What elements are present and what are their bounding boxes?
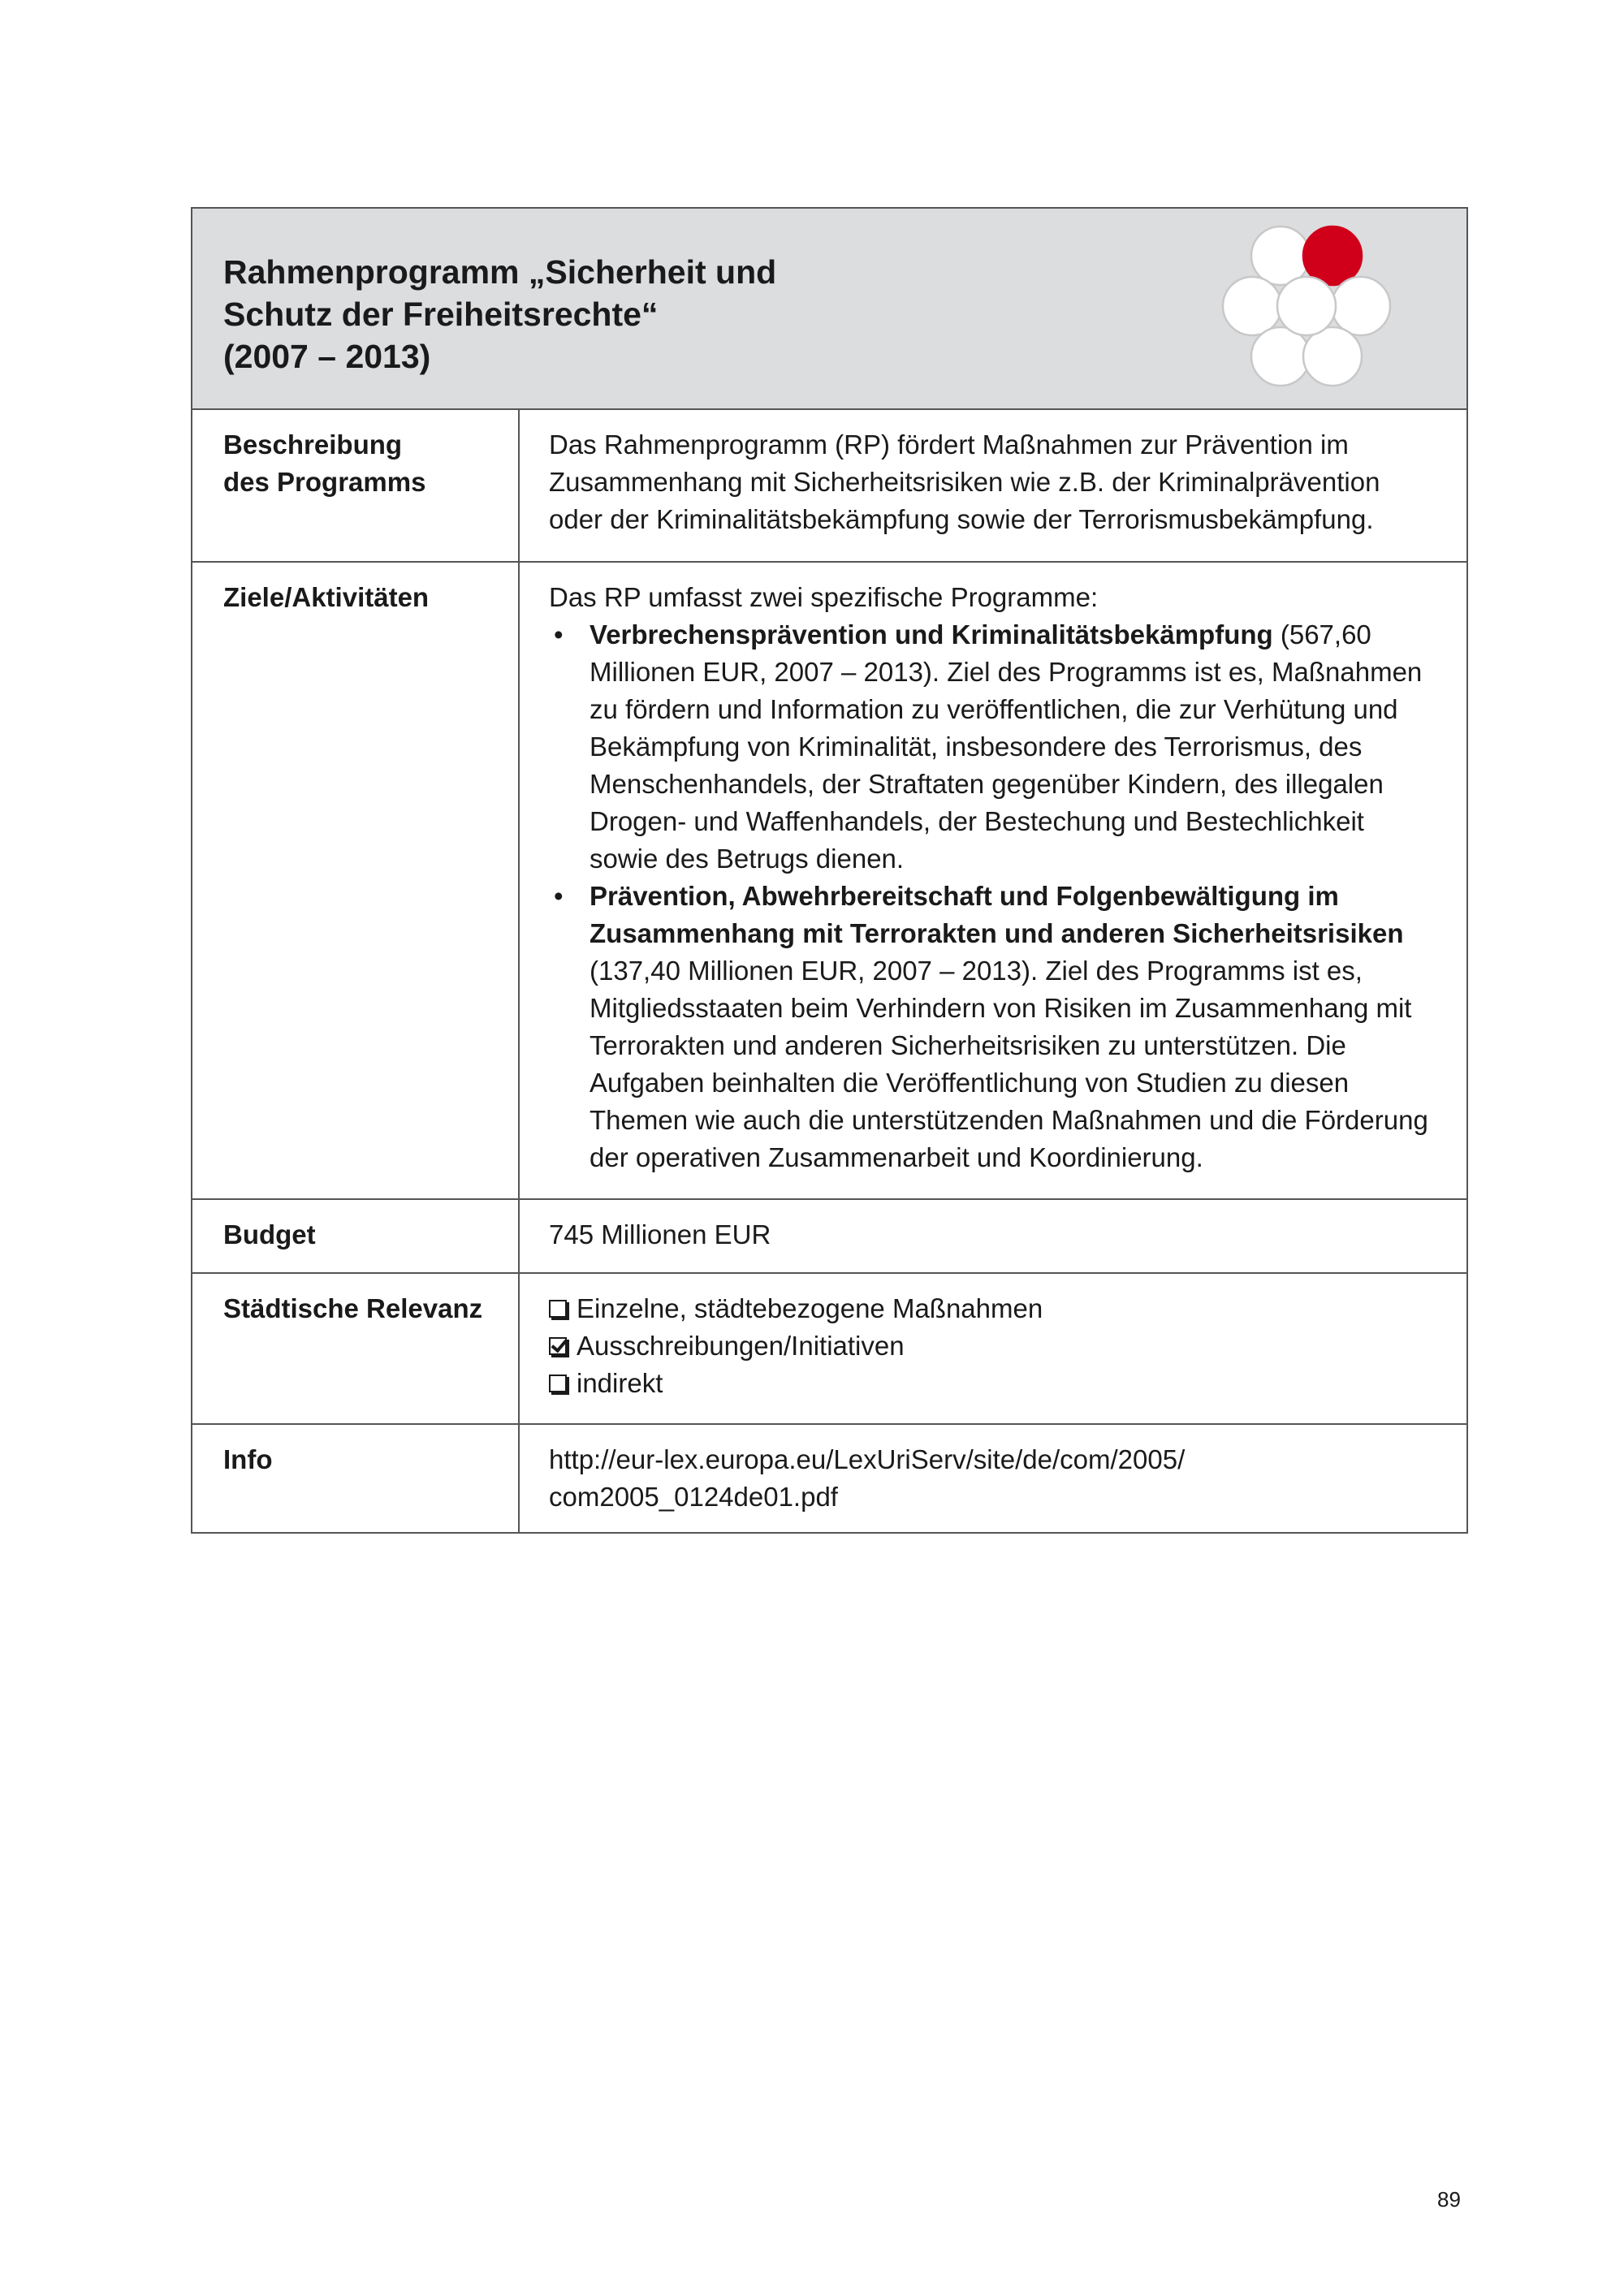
description-label-line-1: Beschreibung: [223, 429, 403, 460]
info-url-line-2: com2005_0124de01.pdf: [549, 1482, 838, 1512]
goals-list-item-2: [549, 878, 1437, 1176]
row-info: [192, 1425, 1466, 1532]
budget-content: [520, 1200, 1466, 1272]
relevance-option-1: [549, 1290, 1437, 1327]
description-text: Das Rahmenprogramm (RP) fördert Maßnahmen zur Prävention im Zusammenhang mit Sicherheitsrisiken wie z.B. der Kriminalprävention oder der Kriminalitätsbekämpfung sowie der Terrorismusbekämpfung.: [549, 429, 1380, 534]
urban-relevance-label: Städtische Relevanz: [192, 1274, 520, 1423]
info-url-link[interactable]: [549, 1441, 1437, 1516]
goals-item-1-text: (567,60 Millionen EUR, 2007 – 2013). Ziel des Programms ist es, Maßnahmen zu fördern und Information zu veröffentlichen, die zur Verhütung und Bekämpfung von Kriminalität, insbesondere des Terrorismus, des Menschenhandels, der Straftaten gegenüber Kindern, des illegalen Drogen- und Waffenhandels, der Bestechung und Bestechlichkeit sowie des Betrugs dienen.: [590, 619, 1423, 874]
flower-logo-icon: [1217, 225, 1396, 387]
title-line-3: (2007 – 2013): [223, 338, 431, 375]
info-url-line-1: http://eur-lex.europa.eu/LexUriServ/site/de/com/2005/: [549, 1444, 1186, 1474]
logo-petal-top-left: [1251, 227, 1310, 285]
programme-table: [191, 207, 1468, 1534]
budget-value: 745 Millionen EUR: [549, 1219, 771, 1249]
title-line-2: Schutz der Freiheitsrechte“: [223, 296, 659, 333]
page-number: 89: [1437, 2187, 1461, 2212]
row-budget: [192, 1200, 1466, 1274]
logo-petal-bottom-right: [1303, 327, 1362, 386]
goals-item-2-text: (137,40 Millionen EUR, 2007 – 2013). Ziel des Programms ist es, Mitgliedsstaaten beim Verhindern von Risiken im Zusammenhang mit Terrorakten und anderen Sicherheitsrisiken zu unterstützen. Die Aufgaben beinhalten die Veröffentlichung von Studien zu diesen Themen wie auch die unterstützenden Maßnahmen und die Förderung der operativen Zusammenarbeit und Koordinierung.: [590, 956, 1428, 1172]
programme-title: [223, 251, 776, 378]
goals-content: [520, 563, 1466, 1198]
relevance-option-1-label: Einzelne, städtebezogene Maßnahmen: [577, 1293, 1043, 1323]
relevance-option-3-label: indirekt: [577, 1368, 663, 1398]
logo-petal-bottom-left: [1251, 327, 1310, 386]
logo-petal-center: [1277, 277, 1336, 335]
row-description: [192, 410, 1466, 563]
logo-petal-right: [1332, 277, 1390, 335]
relevance-option-3: [549, 1365, 1437, 1402]
checkbox-icon: [549, 1375, 567, 1392]
checkbox-icon: [549, 1300, 567, 1318]
goals-item-2-title: Prävention, Abwehrbereitschaft und Folgenbewältigung im Zusammenhang mit Terrorakten und anderen Sicherheitsrisiken: [590, 881, 1404, 948]
goals-intro: Das RP umfasst zwei spezifische Programme:: [549, 582, 1099, 612]
logo-petal-top-right: [1303, 227, 1362, 285]
goals-label: Ziele/Aktivitäten: [192, 563, 520, 1198]
title-line-1: Rahmenprogramm „Sicherheit und: [223, 253, 777, 291]
row-goals: [192, 563, 1466, 1200]
info-content: [520, 1425, 1466, 1532]
goals-list-item-1: [549, 616, 1437, 878]
goals-list: [549, 616, 1437, 1176]
checked-checkbox-icon: [549, 1337, 567, 1355]
urban-relevance-content: [520, 1274, 1466, 1423]
description-label-line-2: des Programms: [223, 467, 426, 497]
goals-item-1-title: Verbrechensprävention und Kriminalitätsbekämpfung: [590, 619, 1273, 650]
description-content: [520, 410, 1466, 561]
info-label: Info: [192, 1425, 520, 1532]
description-label: [192, 410, 520, 561]
logo-petal-left: [1223, 277, 1281, 335]
budget-label: Budget: [192, 1200, 520, 1272]
relevance-option-2: [549, 1327, 1437, 1365]
relevance-option-2-label: Ausschreibungen/Initiativen: [577, 1331, 905, 1361]
table-header: [192, 209, 1466, 410]
row-urban-relevance: [192, 1274, 1466, 1425]
